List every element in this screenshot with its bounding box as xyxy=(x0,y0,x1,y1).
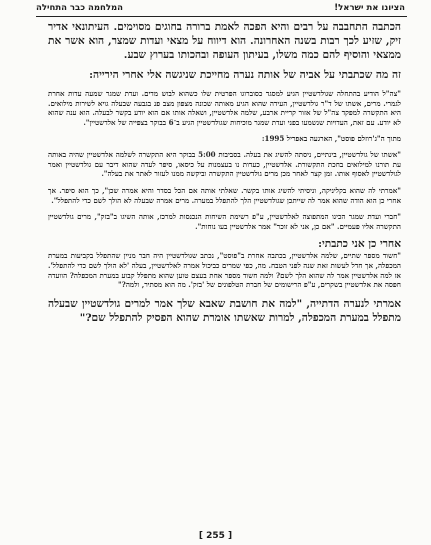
quote-paragraph: "אשתו של גולדשטיין, בינתיים, ניסתה להשיג את בעלה. בסביבות 5:00 בבוקר היא התקשרה לשלמה אלדשטיין שהיה באותה עת תורנו למילואים בחכת התקשורת. אלדשטיין, כעדות נו בעצמנות על כיסאו, סיפר לעדה שהוא דיבר עם גולדשטיין ואמר לגולדשטיין לאסוף אותו. זמן קצר לאחר מכן מרים גולדשטיין התקשרה וביקשה ממנו לעזור לאתר את בעלה". xyxy=(48,150,401,179)
header-rule xyxy=(36,16,407,17)
section-lead: אחרי כן אני כתבתי: xyxy=(318,238,401,251)
source-line: מתוך ה"ג'רוזלם פוסט", הארגעה באפריל 1995: xyxy=(261,133,401,143)
quote-paragraph: "חברי ועדת שמגר הכינו המתפוצה לאלדשטיין, ע"פ רשימת השיחות הנכנסות למרכז, אותה השיגו ב"בזק", מרים גולדשטיין התקשרה אליו פעמיים. "אם כן, אני לא זוכר" אמר אלדשטיין בעו נוחות". xyxy=(48,212,401,231)
page-number: [ 255 ] xyxy=(198,531,233,541)
running-header xyxy=(36,3,405,17)
page-body xyxy=(48,20,401,325)
quote-paragraph: "אמרתי לה שהוא בקליניקה, וניסיתי להשיג אותו בקשר. שאלתי אותה אם הכל בסדר והיא אמרה שכן", כך הוא סיפר. אך אחרי כן הוא הודה שהוא אמר לה שייתכן שגולדשטיין הלך להתפלל במערה. מרים אמרה שבעלה לא הולך לשם כדי להתפלל". xyxy=(48,186,401,205)
quote-paragraph: "חשוד מספר שתיים, שלמה אלדשטיין, בכתבה אחרת ב"פוסט", נכתב שגולדשטיין היה חבר מניין שהתפלל בקביעות במערת המכפלה, אך חדל לעשות זאת שנה לפני הטבח. מה, כפי שמרים כביכול אמרה לאלדשטיין, בעלה 'לא הולך לשם כדי להתפלל'. אז למה אלדשטיין אמר לה שהוא הלך לשם? ולמה חשוד מספר אחת בעצם טוען שהוא מתפלל קבוע במערת המכפלה? הוועדה חפסה את אלדשטיין בשקרים, ע"פ הרישומים של חברת הטלפונים של 'בזק'. מה הוא מסתיר, ולמה?" xyxy=(48,251,401,290)
header-book-title: הציונו את ישראל! xyxy=(334,3,405,13)
quote-paragraph: "צה"ל הודיע בהתחלה שגולדשטיין הגיע למסגד כסוברוגו הפרטית שלו כשהוא לבוש מדים. ועדת שמגר שמעה עדות אחרת לגמרי. מרים, אשתו של ד"ר גולדשטיין, העידה שהוא הגיע מאותה שכונה מצפון מצב פנ בגבעה שבעלה גויא לשירות מילואים. היא התקשרה למפקד צה"ל של אזור קריית ארבע, שלמה אלדשטיין, ושאלה אותו אם הוא יודע בקשר לבעלה. הוא ענה שהוא לא יודע. עם זאת, העדויות שנשמעו בפני ועדת שמגר מוכיחות שגולדשטיין הגיע ב־6 בבוקר בצפייה של אלדשטיין". xyxy=(48,89,401,128)
section-lead: זה מה שכתבתי על אביה של אותה נערה מחייכת שניגשה אלי אחרי הירייה: xyxy=(89,69,401,82)
header-chapter-title: המלחמה כבר התחילה xyxy=(36,3,123,13)
intro-paragraph: הכתבה התחבבה על רבים והיא הפכה לאמת ברורה בחוגים מסוימים. העיתונאי אדיר זיק, שזיע לכך רבות בשנה האחרונה. הוא דיווח על מצאי ועדות שמצר, הוא אשר את ממצאי והוסיף להם כמה משלו, בעיתון העופה ובהכותו בערוץ שבע. xyxy=(48,21,401,62)
closing-paragraph: אמרתי לנערה הדתייה, "למה את חושבת שאבא שלך אמר למרים גולדשטיין שבעלה מתפלל במערת המכפלה, למרות שאשתו אומרת שהוא הפסיק להתפלל שם?" xyxy=(48,297,401,324)
